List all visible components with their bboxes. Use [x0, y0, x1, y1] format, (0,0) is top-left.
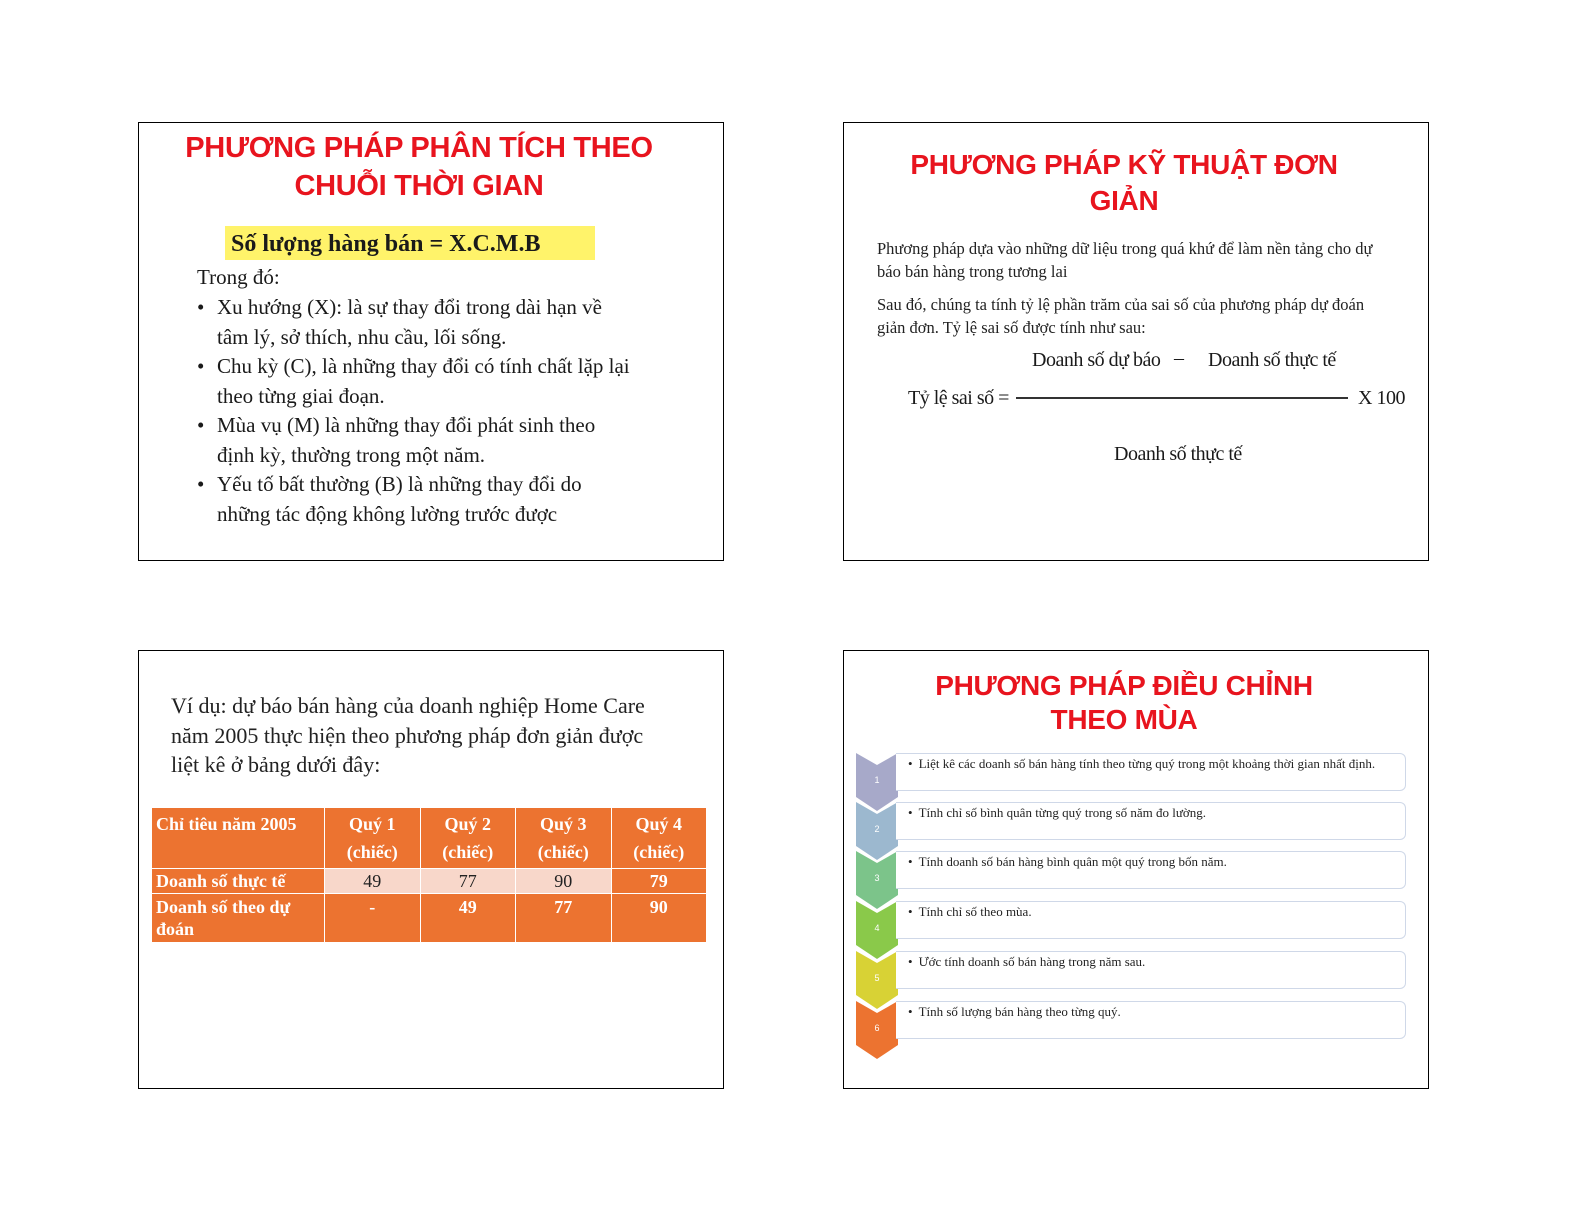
slide-seasonal-adjustment: [843, 650, 1429, 1089]
list-item: • Chu kỳ (C), là những thay đổi có tính chất lặp lại theo từng giai đoạn.: [197, 352, 697, 411]
table-cell: 77: [516, 894, 612, 943]
table-cell: 77: [420, 869, 516, 894]
fraction-bar: [1016, 397, 1348, 399]
formula-denominator: Doanh số thực tế: [1114, 443, 1242, 465]
formula-minus: –: [1174, 347, 1184, 369]
bullet-list: [197, 293, 697, 529]
table-header: Quý 4 (chiếc): [611, 808, 707, 869]
slide-time-series: [138, 122, 724, 561]
step-number: 2: [874, 824, 880, 834]
table-cell: 49: [325, 869, 421, 894]
slide-title: PHƯƠNG PHÁP PHÂN TÍCH THEO CHUỖI THỜI GIAN: [185, 132, 653, 202]
table-header: Quý 2 (chiếc): [420, 808, 516, 869]
table-row: [152, 869, 707, 894]
intro-text: Ví dụ: dự báo bán hàng của doanh nghiệp Home Care năm 2005 thực hiện theo phương pháp đơn giản được liệt kê ở bảng dưới đây:: [171, 693, 645, 777]
formula-numerator-a: Doanh số dự báo: [1032, 349, 1161, 371]
step-text: • Ước tính doanh số bán hàng trong năm sau.: [896, 951, 1406, 989]
table-cell: 49: [420, 894, 516, 943]
step-text: • Tính số lượng bán hàng theo từng quý.: [896, 1001, 1406, 1039]
formula-label: Tỷ lệ sai số =: [908, 387, 1009, 409]
list-item: • Xu hướng (X): là sự thay đổi trong dài hạn về tâm lý, sở thích, nhu cầu, lối sống.: [197, 293, 697, 352]
process-step: [856, 753, 1408, 799]
list-item: • Yếu tố bất thường (B) là những thay đổi do những tác động không lường trước được: [197, 470, 697, 529]
sales-table: [151, 807, 707, 943]
step-text: • Tính chỉ số bình quân từng quý trong số năm đo lường.: [896, 802, 1406, 840]
paragraph: Sau đó, chúng ta tính tỷ lệ phần trăm của sai số của phương pháp dự đoán giản đơn. Tỷ lệ sai số được tính như sau:: [877, 295, 1365, 337]
list-item: • Mùa vụ (M) là những thay đổi phát sinh theo định kỳ, thường trong một năm.: [197, 411, 697, 470]
step-number: 3: [874, 873, 880, 883]
process-step: [856, 901, 1408, 947]
step-number: 5: [874, 973, 880, 983]
table-cell: 90: [611, 894, 707, 943]
step-number: 4: [874, 923, 880, 933]
step-number: 6: [874, 1023, 880, 1033]
step-text: • Liệt kê các doanh số bán hàng tính theo từng quý trong một khoảng thời gian nhất định.: [896, 753, 1406, 791]
formula-highlight: Số lượng hàng bán = X.C.M.B: [225, 226, 595, 260]
table-header: Chỉ tiêu năm 2005: [152, 808, 325, 869]
table-header-row: [152, 808, 707, 869]
table-cell: 90: [516, 869, 612, 894]
table-cell: Doanh số theo dự đoán: [152, 894, 325, 943]
step-text: • Tính doanh số bán hàng bình quân một quý trong bốn năm.: [896, 851, 1406, 889]
table-header: Quý 3 (chiếc): [516, 808, 612, 869]
process-step: [856, 802, 1408, 848]
process-step: [856, 951, 1408, 997]
intro-text: Trong đó:: [197, 265, 280, 289]
paragraph: Phương pháp dựa vào những dữ liệu trong quá khứ để làm nền tảng cho dự báo bán hàng trong tương lai: [877, 239, 1373, 281]
slide-title: PHƯƠNG PHÁP KỸ THUẬT ĐƠN GIẢN: [910, 149, 1338, 216]
formula-multiplier: X 100: [1358, 387, 1405, 409]
table-cell: -: [325, 894, 421, 943]
step-text: • Tính chỉ số theo mùa.: [896, 901, 1406, 939]
slide-title: PHƯƠNG PHÁP ĐIỀU CHỈNH THEO MÙA: [935, 670, 1313, 735]
table-row: [152, 894, 707, 943]
process-step: [856, 851, 1408, 897]
slide-example-table: [138, 650, 724, 1089]
chevron-icon: [856, 1001, 898, 1063]
slide-simple-technique: [843, 122, 1429, 561]
formula-numerator-b: Doanh số thực tế: [1208, 349, 1336, 371]
table-header: Quý 1 (chiếc): [325, 808, 421, 869]
table-cell: 79: [611, 869, 707, 894]
step-number: 1: [874, 775, 880, 785]
table-cell: Doanh số thực tế: [152, 869, 325, 894]
process-step: [856, 1001, 1408, 1047]
